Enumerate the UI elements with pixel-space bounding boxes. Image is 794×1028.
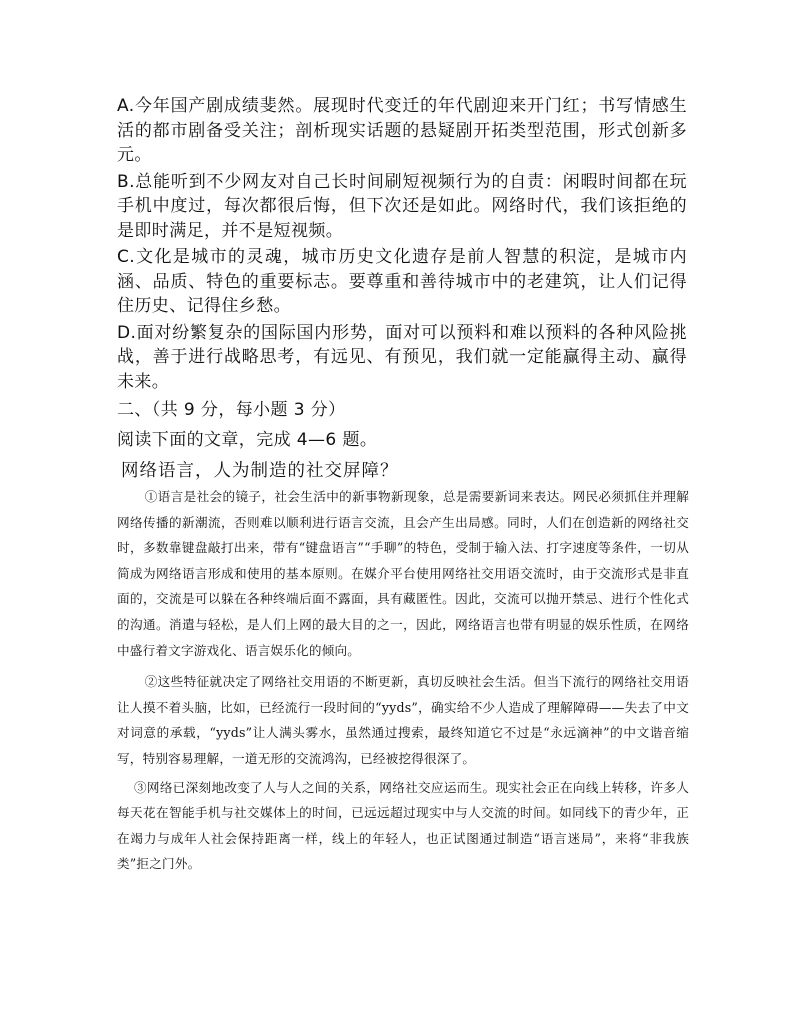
article-paragraph-2: ②这些特征就决定了网络社交用语的不断更新，真切反映社会生活。但当下流行的网络社交用语让人摸不着头脑，比如，已经流行一段时间的“yyds”，确实给不少人造成了理解障碍——失去了中文对词意的承载，“yyds”让人满头雾水，虽然通过搜索，最终知道它不过是“永远滴神”的中文谐音缩写，特别容易理解，一道无形的交流鸿沟，已经被挖得很深了。 (117, 674, 689, 766)
option-c: C.文化是城市的灵魂，城市历史文化遗存是前人智慧的积淀，是城市内涵、品质、特色的重要标志。要尊重和善待城市中的老建筑，让人们记得住历史、记得住乡愁。 (117, 247, 687, 316)
option-b: B.总能听到不少网友对自己长时间刷短视频行为的自责：闲暇时间都在玩手机中度过，每次都很后悔，但下次还是如此。网络时代，我们该拒绝的是即时满足，并不是短视频。 (117, 171, 687, 241)
option-a: A.今年国产剧成绩斐然。展现时代变迁的年代剧迎来开门红；书写情感生活的都市剧备受关注；剖析现实话题的悬疑剧开拓类型范围，形式创新多元。 (117, 96, 687, 165)
question-options (117, 94, 687, 484)
article-paragraph-3: ③网络已深刻地改变了人与人之间的关系，网络社交应运而生。现实社会正在向线上转移，许多人每天花在智能手机与社交媒体上的时间，已远远超过现实中与人交流的时间。如同线下的青少年，正在竭力与成年人社会保持距离一样，线上的年轻人，也正试图通过制造“语言迷局”，来将“非我族类”拒之门外。 (117, 779, 689, 872)
section-heading: 二、（共 9 分，每小题 3 分） (117, 400, 346, 420)
section-instruction: 阅读下面的文章，完成 4—6 题。 (117, 430, 378, 450)
article-body (117, 484, 689, 877)
option-d: D.面对纷繁复杂的国际国内形势，面对可以预料和难以预料的各种风险挑战，善于进行战略思考，有远见、有预见，我们就一定能赢得主动、赢得未来。 (117, 322, 687, 392)
article-paragraph-1: ①语言是社会的镜子，社会生活中的新事物新现象，总是需要新词来表达。网民必须抓住并理解网络传播的新潮流，否则难以顺利进行语言交流，且会产生出局感。同时，人们在创造新的网络社交时，多数靠键盘敲打出来，带有“键盘语言”“手聊”的特色，受制于输入法、打字速度等条件，一切从简成为网络语言形成和使用的基本原则。在媒介平台使用网络社交用语交流时，由于交流形式是非直面的，交流是可以躲在各种终端后面不露面，具有藏匿性。因此，交流可以抛开禁忌、进行个性化式的沟通。消遣与轻松，是人们上网的最大目的之一，因此，网络语言也带有明显的娱乐性质，在网络中盛行着文字游戏化、语言娱乐化的倾向。 (117, 489, 689, 658)
article-title: 网络语言，人为制造的社交屏障？ (121, 461, 399, 481)
